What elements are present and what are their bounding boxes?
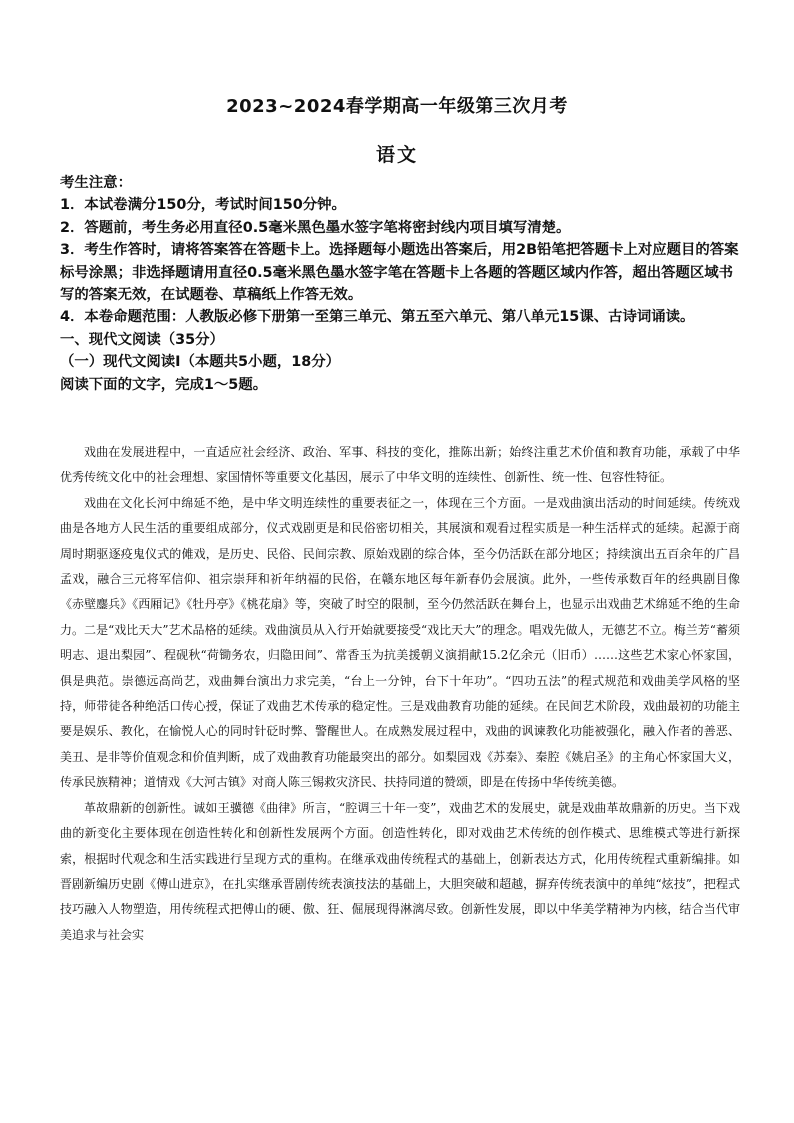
reading-passage — [60, 440, 740, 948]
notice-heading: 考生注意： — [60, 175, 132, 191]
passage-paragraph: 戏曲在发展进程中，一直适应社会经济、政治、军事、科技的变化，推陈出新；始终注重艺术价值和教育功能，承载了中华优秀传统文化中的社会理想、家国情怀等重要文化基因，展示了中华文明的连续性、创新性、统一性、包容性特征。 — [60, 445, 740, 485]
notice-block — [60, 172, 740, 396]
passage-paragraph: 戏曲在文化长河中绵延不绝，是中华文明连续性的重要表征之一，体现在三个方面。一是戏曲演出活动的时间延续。传统戏曲是各地方人民生活的重要组成部分，仪式戏剧更是和民俗密切相关，其展演和观看过程实质是一种生活样式的延续。起源于商周时期驱逐疫鬼仪式的傩戏，是历史、民俗、民间宗教、原始戏剧的综合体，至今仍活跃在部分地区；持续演出五百余年的广昌孟戏，融合三元将军信仰、祖宗崇拜和祈年纳福的民俗，在赣东地区每年新春仍会展演。此外，一些传承数百年的经典剧目像《赤壁鏖兵》《西厢记》《牡丹亭》《桃花扇》等，突破了时空的限制，至今仍然活跃在舞台上，也显示出戏曲艺术绵延不绝的生命力。二是“戏比天大”艺术品格的延续。戏曲演员从入行开始就要接受“戏比天大”的理念。唱戏先做人，无德艺不立。梅兰芳“蓄须明志、退出梨园”、程砚秋“荷锄务农，归隐田间”、常香玉为抗美援朝义演捐献15.2亿余元（旧币）……这些艺术家心怀家国，俱是典范。崇德远高尚艺，戏曲舞台演出力求完美，“台上一分钟，台下十年功”。“四功五法”的程式规范和戏曲美学风格的坚持，师带徒各种绝活口传心授，保证了戏曲艺术传承的稳定性。三是戏曲教育功能的延续。在民间艺术阶段，戏曲最初的功能主要是娱乐、教化，在愉悦人心的同时针砭时弊、警醒世人。在成熟发展过程中，戏曲的讽谏教化功能被强化，融入作者的善恶、美丑、是非等价值观念和价值判断，成了戏曲教育功能最突出的部分。如梨园戏《苏秦》、秦腔《姚启圣》的主角心怀家国大义，传承民族精神；道情戏《大河古镇》对商人陈三锡救灾济民、扶持同道的赞颂，即是在传扬中华传统美德。 — [60, 495, 740, 790]
section-instruction: 阅读下面的文字，完成1～5题。 — [60, 376, 268, 393]
notice-item: 1．本试卷满分150分，考试时间150分钟。 — [60, 197, 346, 214]
passage-paragraph: 革故鼎新的创新性。诚如王骥德《曲律》所言，“腔调三十年一变”，戏曲艺术的发展史，就是戏曲革故鼎新的历史。当下戏曲的新变化主要体现在创造性转化和创新性发展两个方面。创造性转化，即对戏曲艺术传统的创作模式、思维模式等进行新探索，根据时代观念和生活实践进行呈现方式的重构。在继承戏曲传统程式的基础上，创新表达方式，化用传统程式重新编排。如晋剧新编历史剧《傅山进京》，在扎实继承晋剧传统表演技法的基础上，大胆突破和超越，摒弃传统表演中的单纯“炫技”，把程式技巧融入人物塑造，用传统程式把傅山的硬、傲、狂、倔展现得淋漓尽致。创新性发展，即以中华美学精神为内核，结合当代审美追求与社会实 — [60, 800, 740, 942]
exam-title: 2023~2024春学期高一年级第三次月考 — [226, 96, 568, 117]
notice-item: 3．考生作答时，请将答案答在答题卡上。选择题每小题选出答案后，用2B铅笔把答题卡上对应题目的答案标号涂黑；非选择题请用直径0.5毫米黑色墨水签字笔在答题卡上各题的答题区域内作答，超出答题区域书写的答案无效，在试题卷、草稿纸上作答无效。 — [60, 242, 739, 304]
exam-subject: 语文 — [375, 144, 418, 166]
notice-item: 2．答题前，考生务必用直径0.5毫米黑色墨水签字笔将密封线内项目填写清楚。 — [60, 219, 571, 236]
section-title: 一、现代文阅读（35分） — [60, 331, 224, 348]
notice-item: 4．本卷命题范围：人教版必修下册第一至第三单元、第五至六单元、第八单元15课、古诗词诵读。 — [60, 309, 695, 326]
section-subtitle: （一）现代文阅读Ⅰ（本题共5小题，18分） — [60, 354, 341, 371]
